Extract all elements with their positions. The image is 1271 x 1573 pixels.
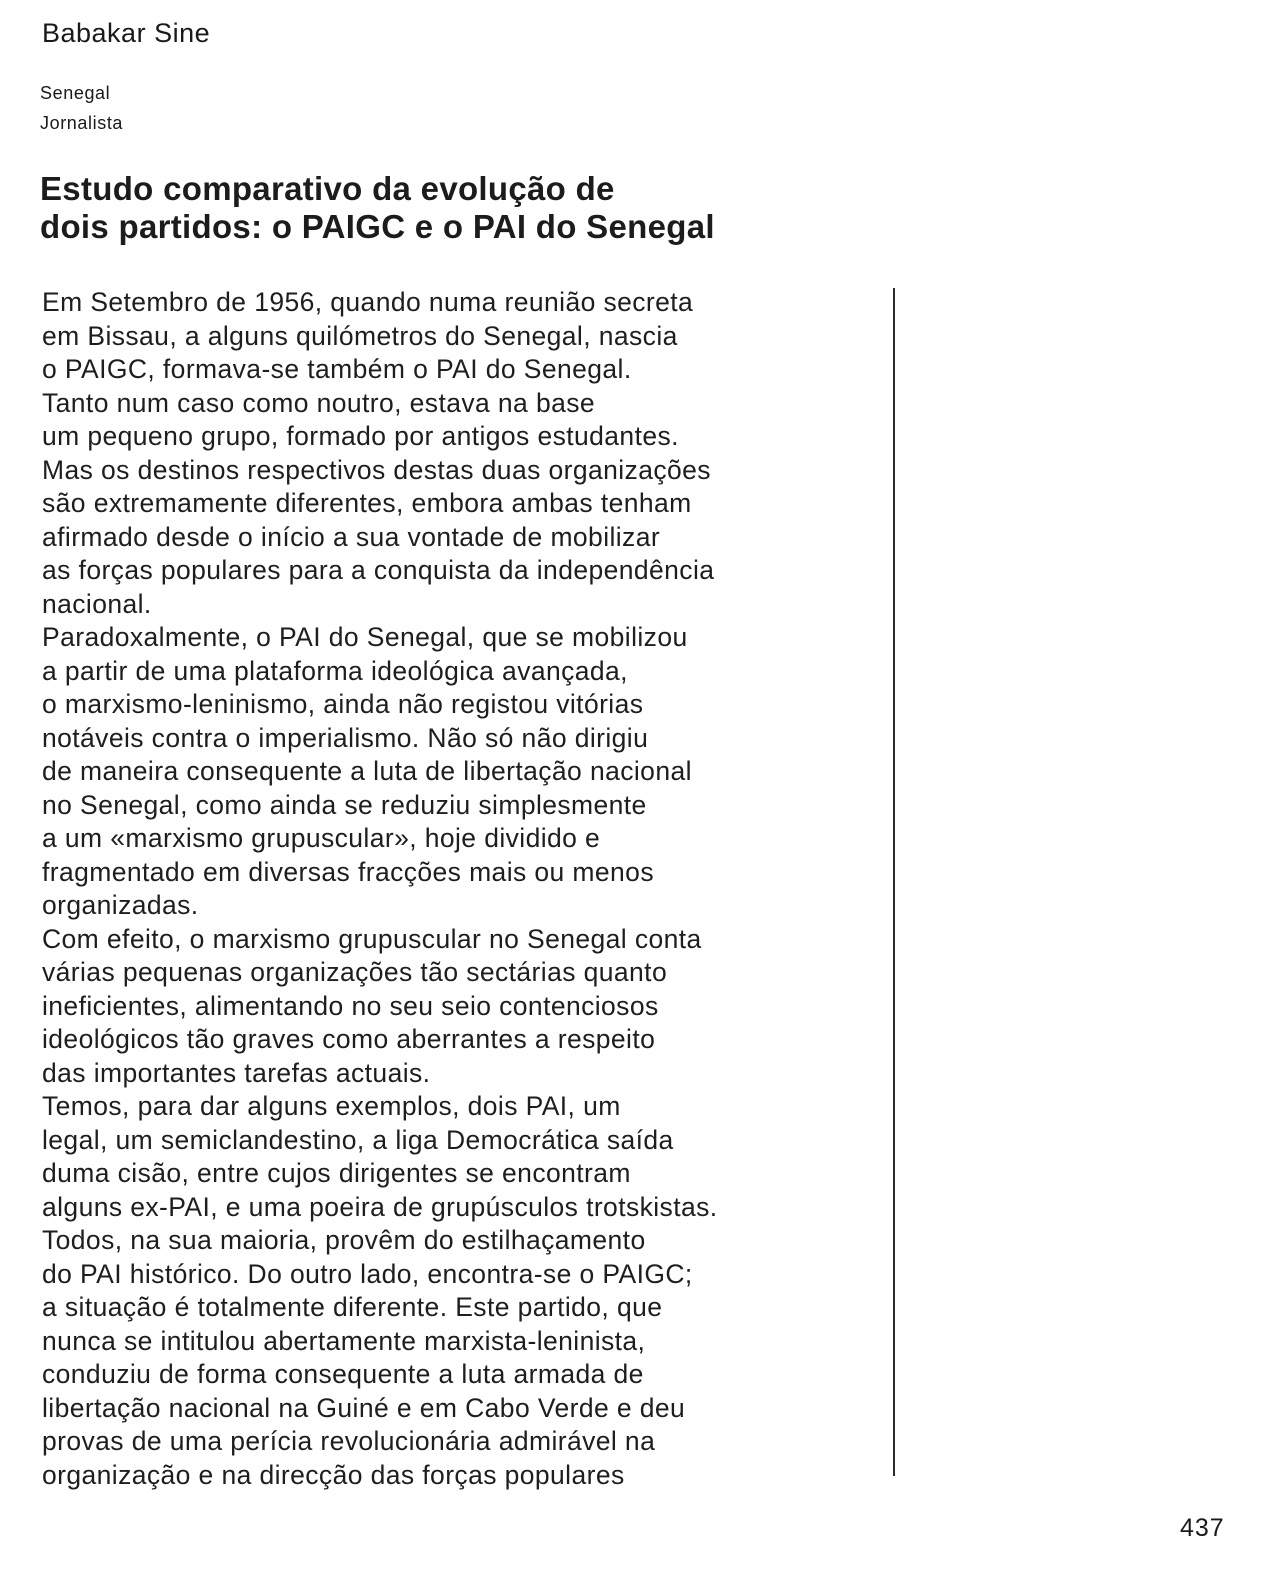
body-line: no Senegal, como ainda se reduziu simplesmente bbox=[42, 789, 647, 820]
body-line: Em Setembro de 1956, quando numa reunião secreta bbox=[42, 287, 694, 317]
body-line: Temos, para dar alguns exemplos, dois PAI, um bbox=[42, 1091, 621, 1121]
body-line: alguns ex-PAI, e uma poeira de grupúsculos trotskistas. bbox=[42, 1191, 718, 1222]
author-profession: Jornalista bbox=[40, 113, 124, 133]
body-line: legal, um semiclandestino, a liga Democrática saída bbox=[42, 1124, 674, 1155]
body-line: um pequeno grupo, formado por antigos estudantes. bbox=[42, 421, 679, 451]
body-line: Mas os destinos respectivos destas duas organizações bbox=[42, 454, 711, 485]
body-line: Paradoxalmente, o PAI do Senegal, que se mobilizou bbox=[42, 622, 688, 652]
body-line: Todos, na sua maioria, provêm do estilhaçamento bbox=[42, 1225, 646, 1255]
body-line: organização e na direcção das forças populares bbox=[42, 1459, 625, 1490]
body-line: a partir de uma plataforma ideológica avançada, bbox=[42, 655, 628, 686]
body-line: duma cisão, entre cujos dirigentes se encontram bbox=[42, 1158, 631, 1188]
article-title-line: dois partidos: o PAIGC e o PAI do Senegal bbox=[40, 208, 715, 245]
body-line: nacional. bbox=[42, 588, 152, 619]
body-line: libertação nacional na Guiné e em Cabo Verde e deu bbox=[42, 1392, 686, 1423]
article-body bbox=[42, 286, 882, 1492]
body-line: notáveis contra o imperialismo. Não só não dirigiu bbox=[42, 722, 649, 753]
body-line: organizadas. bbox=[42, 890, 199, 920]
body-line: várias pequenas organizações tão sectárias quanto bbox=[42, 957, 668, 987]
article-title bbox=[40, 170, 715, 246]
margin-rule bbox=[893, 288, 895, 1476]
author-meta bbox=[40, 78, 123, 138]
body-line: das importantes tarefas actuais. bbox=[42, 1057, 431, 1088]
body-line: são extremamente diferentes, embora ambas tenham bbox=[42, 488, 692, 518]
body-line: nunca se intitulou abertamente marxista-leninista, bbox=[42, 1325, 646, 1356]
body-line: afirmado desde o início a sua vontade de mobilizar bbox=[42, 521, 661, 552]
body-line: fragmentado em diversas fracções mais ou menos bbox=[42, 856, 654, 887]
body-line: o PAIGC, formava-se também o PAI do Senegal. bbox=[42, 354, 632, 384]
body-line: em Bissau, a alguns quilómetros do Senegal, nascia bbox=[42, 320, 678, 351]
body-line: do PAI histórico. Do outro lado, encontra-se o PAIGC; bbox=[42, 1258, 693, 1289]
body-line: conduziu de forma consequente a luta armada de bbox=[42, 1359, 644, 1389]
body-line: provas de uma perícia revolucionária admirável na bbox=[42, 1426, 656, 1456]
body-line: Tanto num caso como noutro, estava na base bbox=[42, 387, 596, 418]
author-country: Senegal bbox=[40, 83, 111, 103]
body-line: de maneira consequente a luta de libertação nacional bbox=[42, 756, 692, 786]
body-line: ideológicos tão graves como aberrantes a respeito bbox=[42, 1024, 656, 1054]
body-line: ineficientes, alimentando no seu seio contenciosos bbox=[42, 990, 659, 1021]
body-line: o marxismo-leninismo, ainda não registou vitórias bbox=[42, 689, 644, 719]
page-number: 437 bbox=[1180, 1514, 1225, 1542]
body-line: a um «marxismo grupuscular», hoje dividido e bbox=[42, 823, 601, 853]
body-line: a situação é totalmente diferente. Este partido, que bbox=[42, 1292, 663, 1322]
body-line: as forças populares para a conquista da independência bbox=[42, 555, 715, 585]
article-title-line: Estudo comparativo da evolução de bbox=[40, 170, 615, 207]
body-line: Com efeito, o marxismo grupuscular no Senegal conta bbox=[42, 923, 702, 954]
author-name: Babakar Sine bbox=[42, 18, 211, 48]
